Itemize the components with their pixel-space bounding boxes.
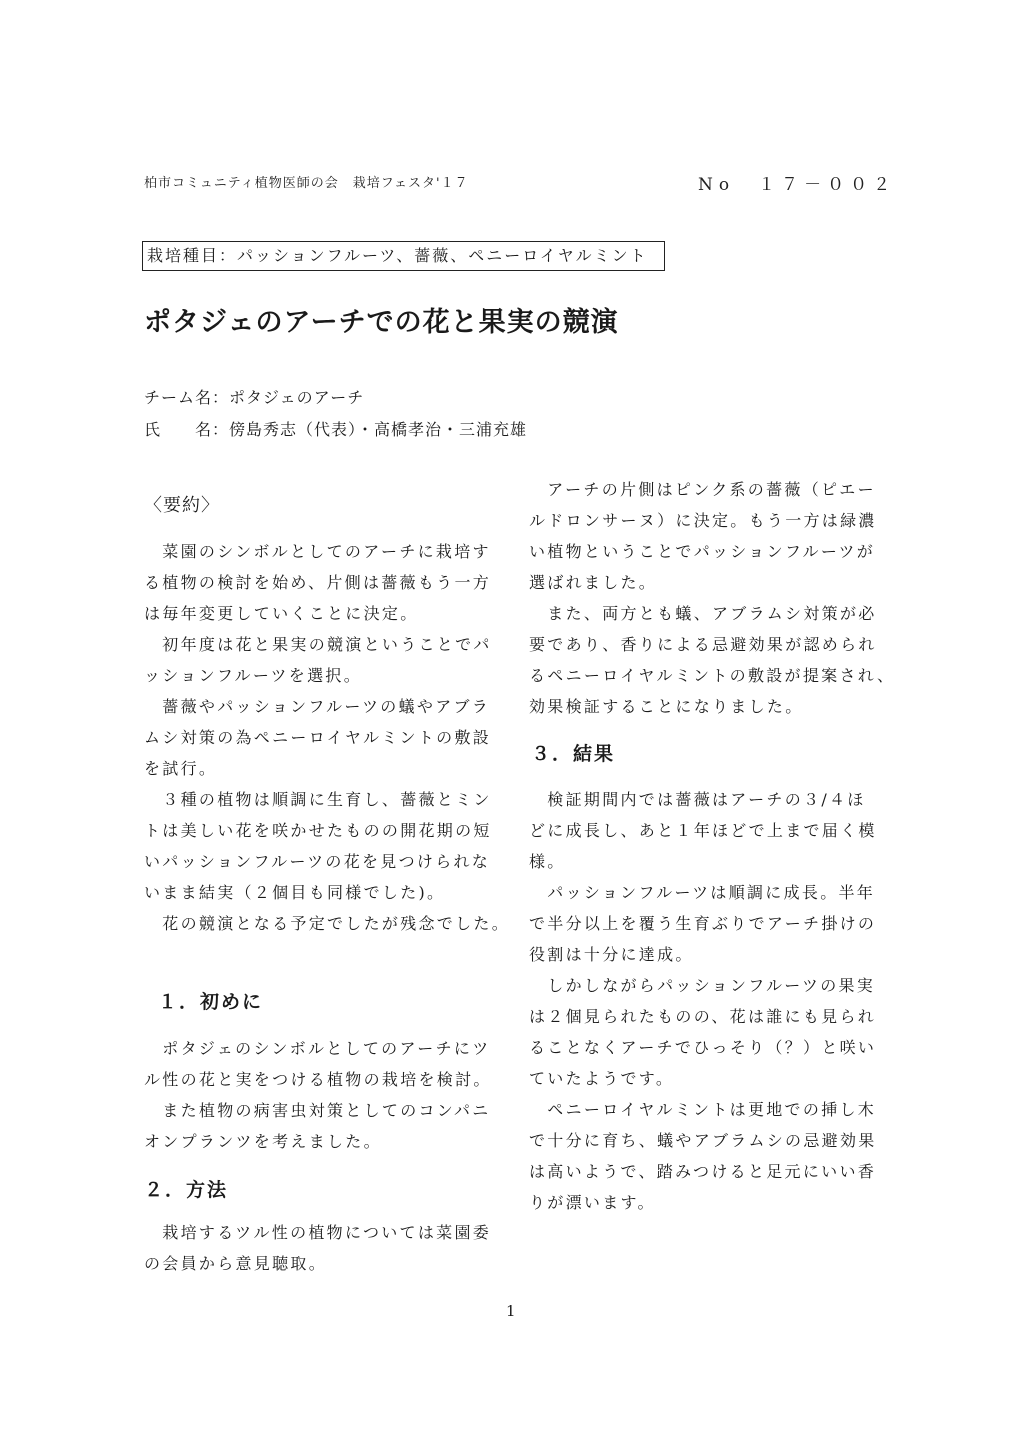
results-body [529,784,899,1218]
team-name: チーム名：ポタジェのアーチ [144,388,365,407]
organization-header: 柏市コミュニティ植物医師の会 栽培フェスタ'１７ [144,176,469,191]
method-body-right [529,474,899,722]
method-line: 効果検証することになりました。 [529,697,804,716]
results-line: は高いようで、踏みつけると足元にいい香 [529,1162,877,1181]
intro-line: オンプランツを考えました。 [144,1132,382,1151]
summary-heading: 〈要約〉 [144,495,220,516]
results-line: どに成長し、あと１年ほどで上まで届く模 [529,821,877,840]
method-line: い植物ということでパッションフルーツが [529,542,876,561]
results-line: 役割は十分に達成。 [529,945,694,964]
summary-line: いまま結実（２個目も同様でした)。 [144,883,446,902]
summary-line: 初年度は花と果実の競演ということでパ [144,635,492,654]
summary-line: ３種の植物は順調に生育し、薔薇とミン [144,790,492,809]
intro-line: ル性の花と実をつける植物の栽培を検討。 [144,1070,492,1089]
method-line: の会員から意見聴取。 [144,1254,328,1273]
results-line: ることなくアーチでひっそり（？）と咲い [529,1038,877,1057]
results-line: で半分以上を覆う生育ぶりでアーチ掛けの [529,914,877,933]
summary-line: いパッションフルーツの花を見つけられな [144,852,491,871]
results-line: ペニーロイヤルミントは更地での挿し木 [529,1100,877,1119]
method-line: アーチの片側はピンク系の薔薇（ピエー [529,480,876,499]
document-number: No １７－００２ [698,175,897,195]
method-heading: ２．方法 [144,1179,229,1201]
results-heading: ３．結果 [531,743,616,765]
results-line: しかしながらパッションフルーツの果実 [529,976,876,995]
summary-line: を試行。 [144,759,218,778]
method-line: 要であり、香りによる忌避効果が認められ [529,635,877,654]
summary-line: トは美しい花を咲かせたものの開花期の短 [144,821,492,840]
method-line: 選ばれました。 [529,573,658,592]
method-line: るペニーロイヤルミントの敷設が提案され、 [529,666,896,685]
intro-line: また植物の病害虫対策としてのコンパニ [144,1101,491,1120]
summary-body [144,536,514,939]
summary-line: 薔薇やパッションフルーツの蟻やアブラ [144,697,491,716]
summary-line: ッションフルーツを選択。 [144,666,363,685]
intro-body [144,1033,514,1157]
method-line: また、両方とも蟻、アブラムシ対策が必 [529,604,877,623]
method-body-left [144,1217,514,1279]
results-line: で十分に育ち、蟻やアブラムシの忌避効果 [529,1131,877,1150]
results-line: 検証期間内では薔薇はアーチの３/４ほ [529,790,866,809]
results-line: 様。 [529,852,566,871]
summary-line: 菜園のシンボルとしてのアーチに栽培す [144,542,491,561]
results-line: ていたようです。 [529,1069,675,1088]
member-names: 氏 名：傍島秀志（代表）・高橋孝治・三浦充雄 [144,420,528,439]
summary-line: 花の競演となる予定でしたが残念でした。 [144,914,511,933]
method-line: ルドロンサーヌ）に決定。もう一方は緑濃 [529,511,877,530]
page-title: ポタジェのアーチでの花と果実の競演 [144,307,619,338]
method-line: 栽培するツル性の植物については菜園委 [144,1223,492,1242]
results-line: は２個見られたものの、花は誰にも見られ [529,1007,877,1026]
intro-line: ポタジェのシンボルとしてのアーチにツ [144,1039,491,1058]
summary-line: ムシ対策の為ペニーロイヤルミントの敷設 [144,728,492,747]
summary-line: は毎年変更していくことに決定。 [144,604,419,623]
page-number: 1 [506,1302,516,1320]
summary-line: る植物の検討を始め、片側は薔薇もう一方 [144,573,492,592]
results-line: パッションフルーツは順調に成長。半年 [529,883,876,902]
intro-heading: １．初めに [158,991,264,1013]
crops-box: 栽培種目：パッションフルーツ、薔薇、ペニーロイヤルミント [142,241,665,271]
results-line: りが漂います。 [529,1193,656,1212]
